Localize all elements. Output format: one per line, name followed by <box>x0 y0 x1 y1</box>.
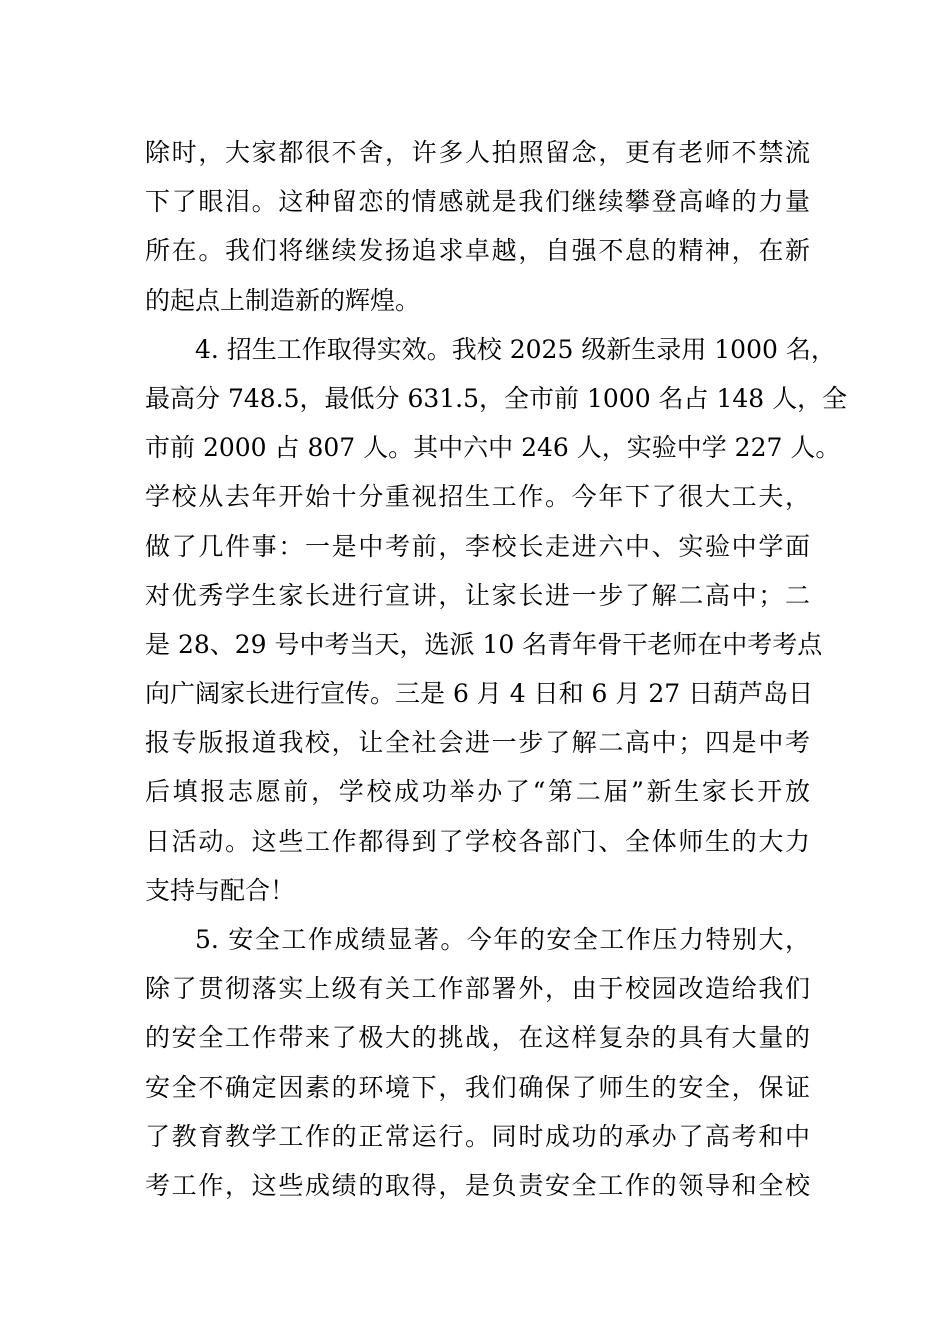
text-line: 是 28、29 号中考当天，选派 10 名青年骨干老师在中考考点 <box>145 629 823 659</box>
text-line: 学校从去年开始十分重视招生工作。今年下了很大工夫， <box>145 482 810 512</box>
paragraph-safety <box>145 915 810 1210</box>
text-line: 除时，大家都很不舍，许多人拍照留念，更有老师不禁流 <box>145 138 810 167</box>
text-line: 除了贯彻落实上级有关工作部署外，由于校园改造给我们 <box>145 974 810 1004</box>
paragraph-enrollment <box>145 325 848 915</box>
text-line: 的安全工作带来了极大的挑战，在这样复杂的具有大量的 <box>145 1023 810 1053</box>
text-line: 了教育教学工作的正常运行。同时成功的承办了高考和中 <box>145 1121 810 1151</box>
text-line: 做了几件事：一是中考前，李校长走进六中、实验中学面 <box>145 531 810 561</box>
text-line: 下了眼泪。这种留恋的情感就是我们继续攀登高峰的力量 <box>145 187 810 217</box>
text-line: 的起点上制造新的辉煌。 <box>145 285 421 315</box>
text-line: 市前 2000 占 807 人。其中六中 246 人，实验中学 227 人。 <box>145 433 841 463</box>
text-line: 对优秀学生家长进行宣讲，让家长进一步了解二高中；二 <box>145 580 810 610</box>
text-line: 日活动。这些工作都得到了学校各部门、全体师生的大力 <box>145 826 810 856</box>
text-line: 5. 安全工作成绩显著。今年的安全工作压力特别大， <box>195 925 810 954</box>
text-line: 后填报志愿前，学校成功举办了“第二届”新生家长开放 <box>145 777 810 807</box>
text-line: 安全不确定因素的环境下，我们确保了师生的安全，保证 <box>145 1072 810 1102</box>
text-line: 所在。我们将继续发扬追求卓越，自强不息的精神，在新 <box>145 236 810 266</box>
text-line: 4. 招生工作取得实效。我校 2025 级新生录用 1000 名， <box>195 334 836 364</box>
text-line: 报专版报道我校，让全社会进一步了解二高中；四是中考 <box>145 728 810 758</box>
document-body <box>145 128 848 1210</box>
text-line: 向广阔家长进行宣传。三是 6 月 4 日和 6 月 27 日葫芦岛日 <box>145 679 814 709</box>
text-line: 考工作，这些成绩的取得，是负责安全工作的领导和全校 <box>145 1170 810 1200</box>
text-line: 最高分 748.5，最低分 631.5，全市前 1000 名占 148 人，全 <box>145 383 848 413</box>
text-line: 支持与配合！ <box>145 875 296 905</box>
paragraph-continuation <box>145 128 810 325</box>
